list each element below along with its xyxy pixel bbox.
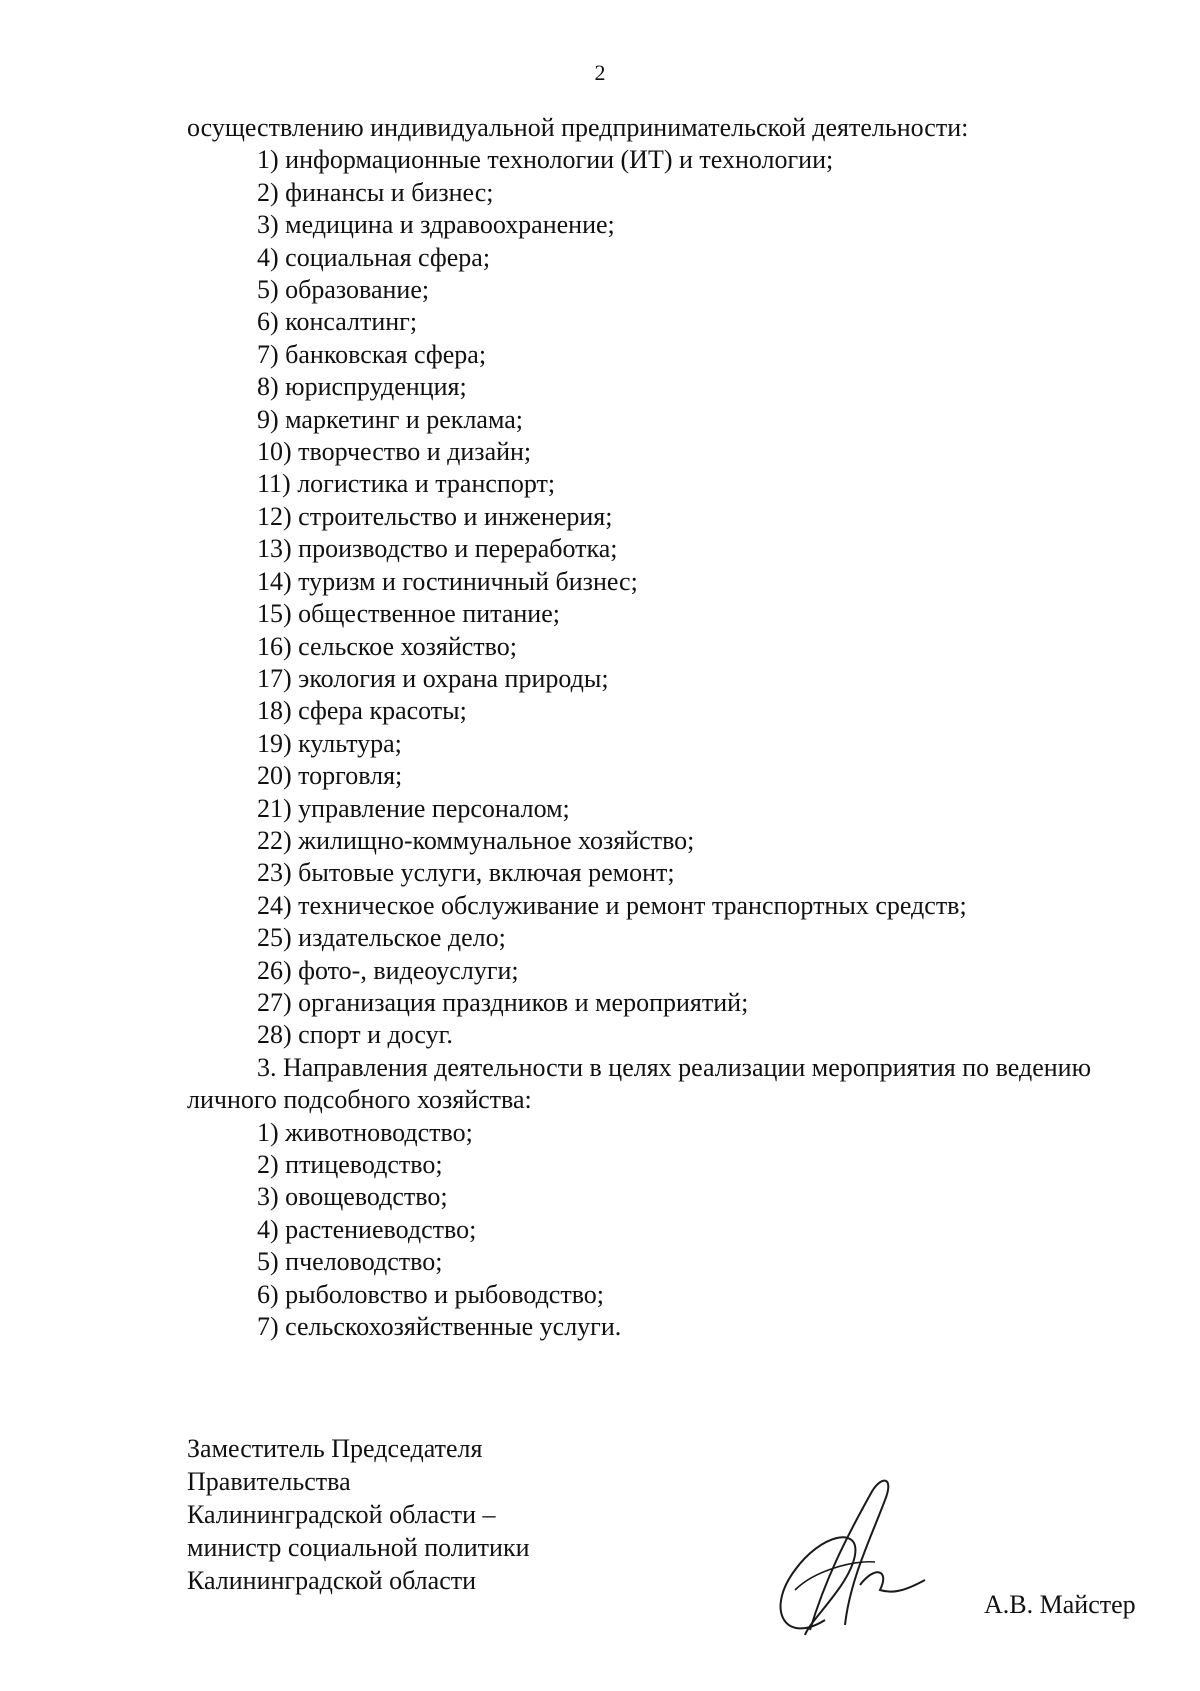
section3-heading: 3. Направления деятельности в целях реализации мероприятия по ведению	[257, 1052, 1092, 1082]
list-item: 19) культура;	[257, 728, 402, 758]
list-item: 16) сельское хозяйство;	[257, 631, 517, 661]
list-item: 25) издательское дело;	[257, 923, 506, 953]
signatory-title	[187, 1432, 530, 1597]
list-item: 3) медицина и здравоохранение;	[257, 210, 615, 240]
list-item: 20) торговля;	[257, 761, 403, 791]
list-item: 4) растениеводство;	[257, 1214, 477, 1244]
list-item: 18) сфера красоты;	[257, 696, 467, 726]
list-item: 4) социальная сфера;	[257, 242, 491, 272]
list-item: 1) животноводство;	[257, 1117, 473, 1147]
list-item: 7) банковская сфера;	[257, 339, 487, 369]
handwritten-signature	[765, 1470, 935, 1645]
signatory-title-line: Калининградской области –	[187, 1500, 496, 1529]
list-item: 27) организация праздников и мероприятий;	[257, 987, 749, 1017]
page-number: 2	[594, 60, 606, 85]
list-item: 2) птицеводство;	[257, 1150, 443, 1179]
list-item: 23) бытовые услуги, включая ремонт;	[257, 858, 675, 888]
list-item: 17) экология и охрана природы;	[257, 663, 609, 693]
list-item: 5) образование;	[257, 275, 430, 305]
list-item: 14) туризм и гостиничный бизнес;	[257, 566, 638, 596]
list-item: 22) жилищно-коммунальное хозяйство;	[257, 825, 695, 855]
signatory-title-line: министр социальной политики	[187, 1533, 530, 1562]
list-item: 6) рыболовство и рыбоводство;	[257, 1279, 605, 1309]
list-item: 26) фото-, видеоуслуги;	[257, 955, 519, 985]
signatory-title-line: Калининградской области	[187, 1566, 477, 1595]
list-item: 8) юриспруденция;	[257, 372, 467, 402]
list-item: 11) логистика и транспорт;	[257, 469, 556, 499]
section3-heading-continued: личного подсобного хозяйства:	[187, 1085, 532, 1115]
signatory-title-line: Правительства	[187, 1467, 351, 1496]
list-item: 3) овощеводство;	[257, 1182, 448, 1212]
list-item: 5) пчеловодство;	[257, 1247, 443, 1277]
list-item: 2) финансы и бизнес;	[257, 177, 494, 207]
list-item: 21) управление персоналом;	[257, 793, 570, 823]
signatory-name: А.В. Майстер	[984, 1590, 1136, 1619]
list-item: 15) общественное питание;	[257, 599, 560, 629]
list-item: 13) производство и переработка;	[257, 534, 618, 564]
list-item: 1) информационные технологии (ИТ) и технологии;	[257, 145, 834, 175]
section3-list	[187, 1117, 1167, 1344]
list-item: 7) сельскохозяйственные услуги.	[257, 1312, 622, 1342]
document-body	[187, 112, 1167, 1343]
section2-list	[187, 144, 1167, 1051]
signatory-title-line: Заместитель Председателя	[187, 1434, 483, 1463]
list-item: 12) строительство и инженерия;	[257, 501, 613, 531]
list-item: 28) спорт и досуг.	[257, 1020, 453, 1050]
list-item: 24) техническое обслуживание и ремонт транспортных средств;	[257, 890, 967, 920]
list-item: 6) консалтинг;	[257, 307, 418, 337]
intro-line: осуществлению индивидуальной предпринимательской деятельности:	[187, 113, 969, 142]
list-item: 10) творчество и дизайн;	[257, 437, 532, 467]
list-item: 9) маркетинг и реклама;	[257, 404, 523, 434]
